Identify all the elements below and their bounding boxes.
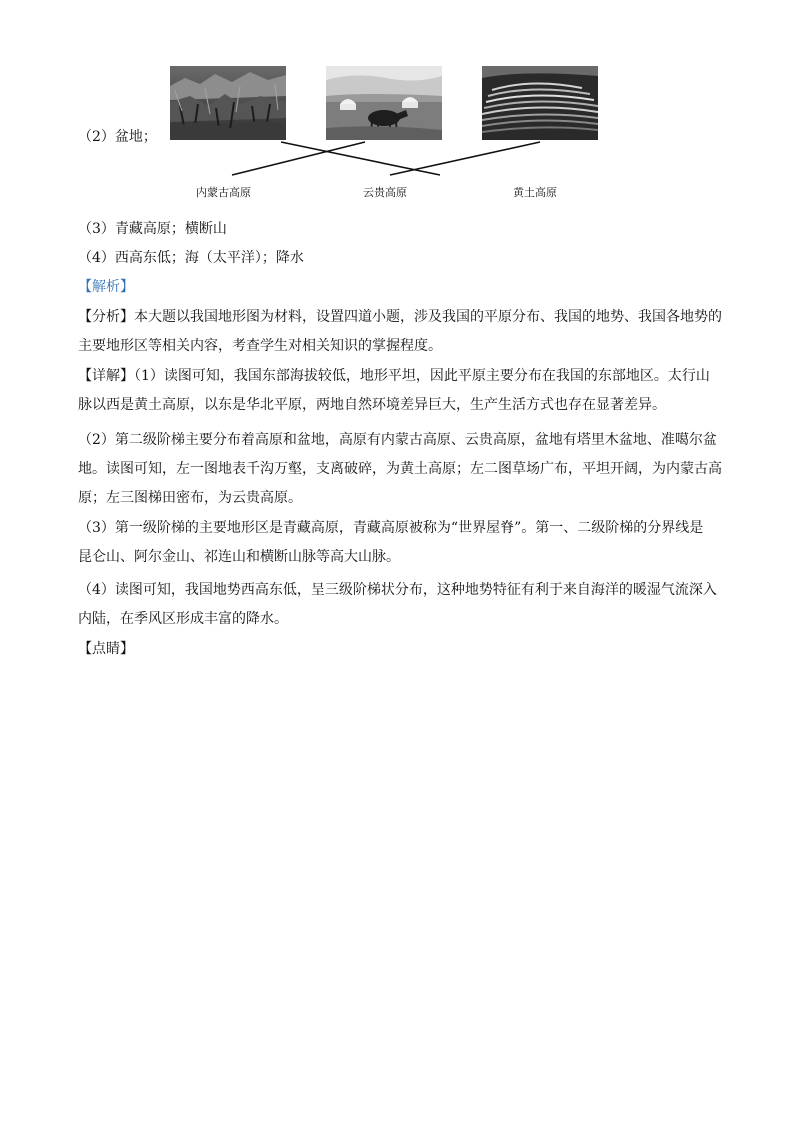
xiangjie-p2-line-2: 地。读图可知，左一图地表千沟万壑，支离破碎，为黄土高原；左二图草场广布，平坦开阔，为内蒙古高 [78,461,722,477]
xiangjie-p2-line-1: （2）第二级阶梯主要分布着高原和盆地，高原有内蒙古高原、云贵高原，盆地有塔里木盆地、准噶尔盆 [78,432,717,448]
xiangjie-p4-line-1: （4）读图可知，我国地势西高东低，呈三级阶梯状分布，这种地势特征有利于来自海洋的暖湿气流深入 [78,582,717,598]
match-line-2 [232,142,365,175]
fenxi-line-2: 主要地形区等相关内容，考查学生对相关知识的掌握程度。 [78,338,442,354]
xiangjie-p1-line-2: 脉以西是黄土高原，以东是华北平原，两地自然环境差异巨大，生产生活方式也存在显著差异。 [78,397,666,413]
dianjing-heading: 【点睛】 [78,641,134,657]
xiangjie-p2-line-3: 原；左三图梯田密布，为云贵高原。 [78,490,302,506]
matching-lines [0,0,800,210]
matching-figure [0,0,800,210]
xiangjie-p4-line-2: 内陆，在季风区形成丰富的降水。 [78,611,288,627]
fenxi-line-1: 【分析】本大题以我国地形图为材料，设置四道小题，涉及我国的平原分布、我国的地势、我国各地势的 [78,309,722,325]
caption-inner-mongolia: 内蒙古高原 [196,186,251,199]
q3-answer: （3）青藏高原；横断山 [78,221,227,237]
xiangjie-p3-line-1: （3）第一级阶梯的主要地形区是青藏高原，青藏高原被称为“世界屋脊”。第一、二级阶梯的分界线是 [78,520,704,536]
q4-answer: （4）西高东低；海（太平洋）；降水 [78,250,304,266]
caption-loess: 黄土高原 [513,186,557,199]
xiangjie-p3-line-2: 昆仑山、阿尔金山、祁连山和横断山脉等高大山脉。 [78,549,400,565]
jiexi-heading: 【解析】 [78,279,134,295]
caption-yungui: 云贵高原 [363,186,407,199]
q2-answer: （2）盆地； [78,129,157,145]
match-line-3 [390,142,540,175]
xiangjie-p1-line-1: 【详解】（1）读图可知，我国东部海拔较低，地形平坦，因此平原主要分布在我国的东部地区。太行山 [78,368,710,384]
